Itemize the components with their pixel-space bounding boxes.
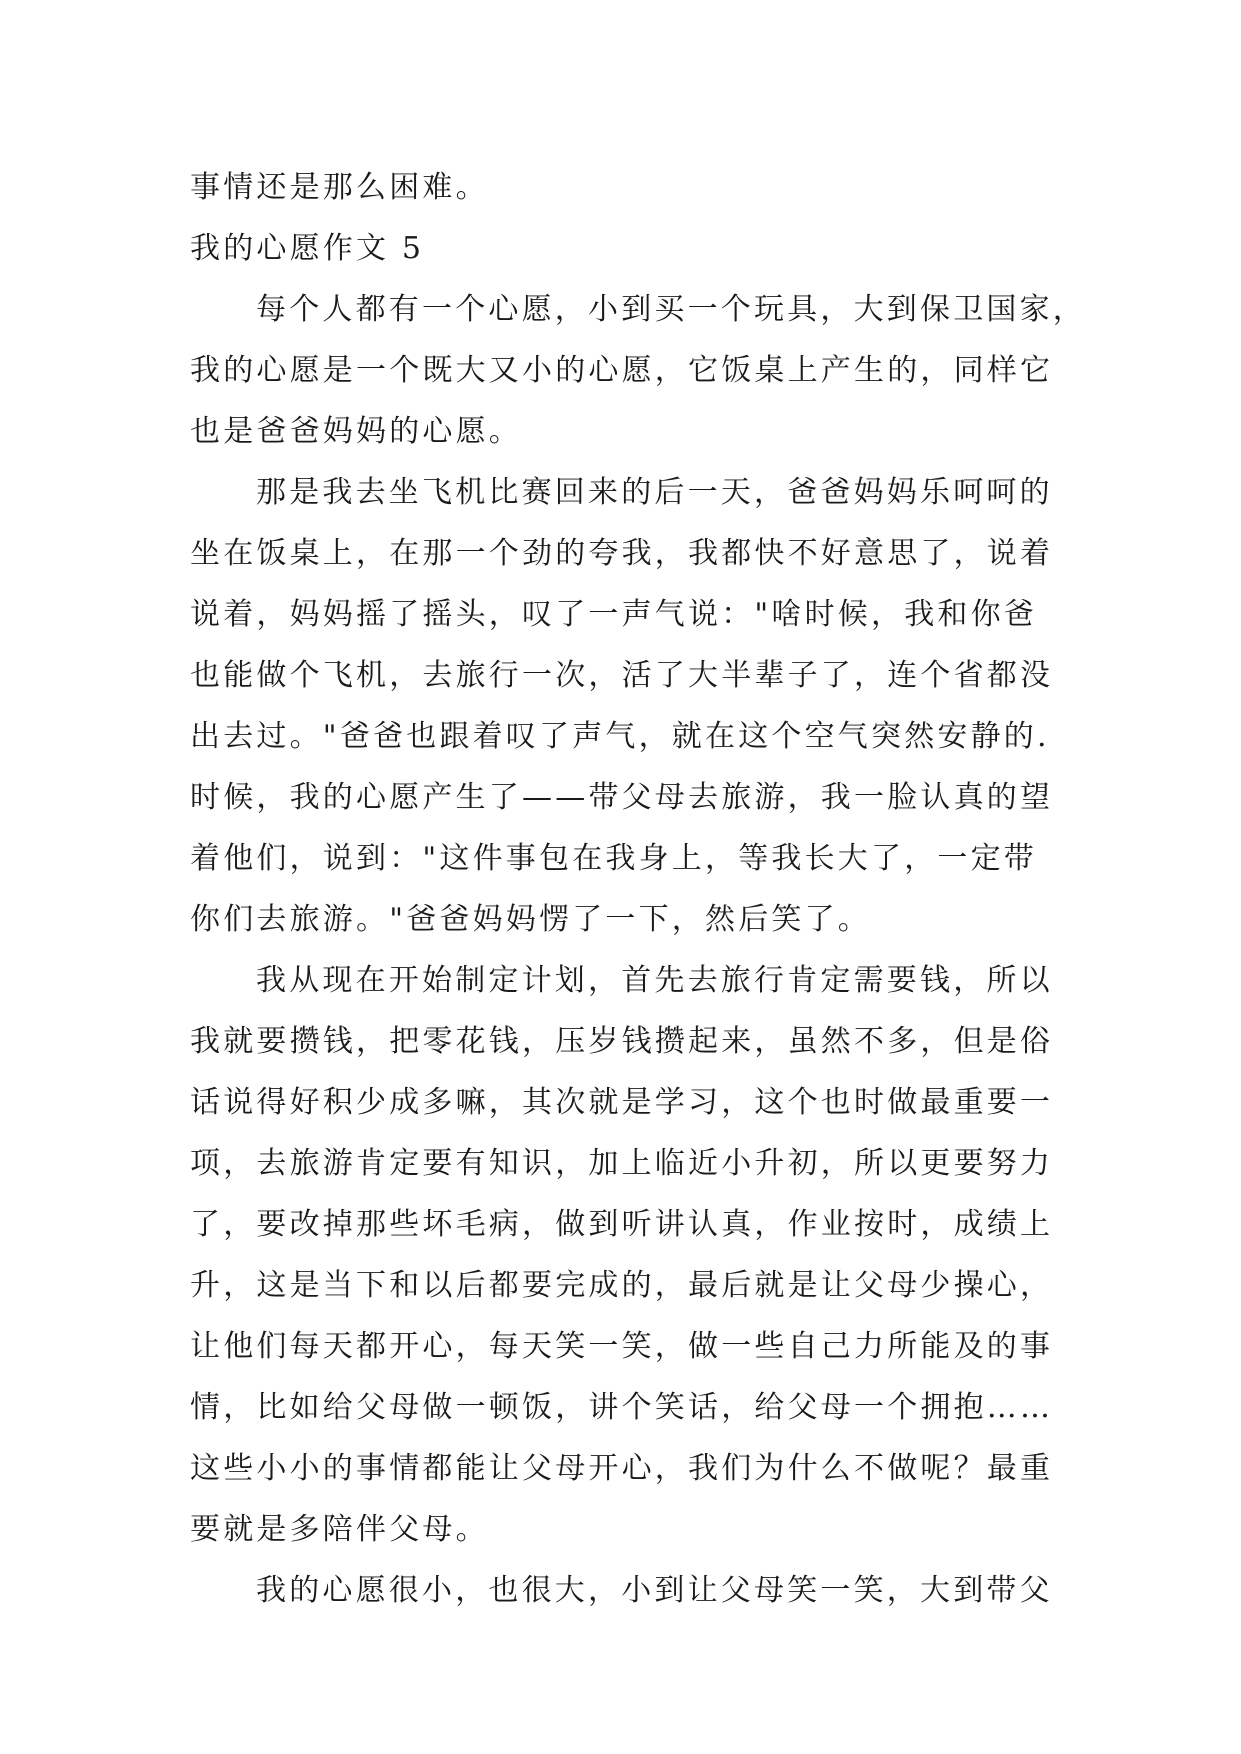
text-line: 说着，妈妈摇了摇头，叹了一声气说："啥时候，我和你爸 — [190, 597, 1037, 632]
text-line: 也能做个飞机，去旅行一次，活了大半辈子了，连个省都没 — [190, 658, 1054, 693]
paragraph-first-line: 那是我去坐飞机比赛回来的后一天，爸爸妈妈乐呵呵的 — [256, 475, 1053, 510]
text-line: 项，去旅游肯定要有知识，加上临近小升初，所以更要努力 — [190, 1146, 1054, 1181]
text-line: 我的心愿是一个既大又小的心愿，它饭桌上产生的，同样它 — [190, 353, 1054, 388]
text-line: 事情还是那么困难。 — [190, 170, 489, 205]
text-line: 了，要改掉那些坏毛病，做到听讲认真，作业按时，成绩上 — [190, 1207, 1054, 1242]
text-line: 升，这是当下和以后都要完成的，最后就是让父母少操心， — [190, 1268, 1054, 1303]
text-line: 坐在饭桌上，在那一个劲的夸我，我都快不好意思了，说着 — [190, 536, 1054, 571]
text-line: 时候，我的心愿产生了——带父母去旅游，我一脸认真的望 — [190, 780, 1054, 815]
text-line: 这些小小的事情都能让父母开心，我们为什么不做呢？最重 — [190, 1451, 1054, 1486]
essay-text — [190, 157, 1086, 1621]
text-line: 也是爸爸妈妈的心愿。 — [190, 414, 522, 449]
paragraph-first-line: 每个人都有一个心愿，小到买一个玩具，大到保卫国家， — [256, 292, 1086, 327]
text-line: 出去过。"爸爸也跟着叹了声气，就在这个空气突然安静的. — [190, 719, 1050, 754]
text-line: 让他们每天都开心，每天笑一笑，做一些自己力所能及的事 — [190, 1329, 1054, 1364]
text-line: 着他们，说到："这件事包在我身上，等我长大了，一定带 — [190, 841, 1037, 876]
paragraph-first-line: 我从现在开始制定计划，首先去旅行肯定需要钱，所以 — [256, 963, 1053, 998]
text-line: 话说得好积少成多嘛，其次就是学习，这个也时做最重要一 — [190, 1085, 1054, 1120]
paragraph-first-line: 我的心愿很小，也很大，小到让父母笑一笑，大到带父 — [256, 1573, 1053, 1608]
text-line: 你们去旅游。"爸爸妈妈愣了一下，然后笑了。 — [190, 902, 871, 937]
text-line: 情，比如给父母做一顿饭，讲个笑话，给父母一个拥抱…… — [190, 1390, 1054, 1425]
text-line: 要就是多陪伴父母。 — [190, 1512, 489, 1547]
text-line: 我就要攒钱，把零花钱，压岁钱攒起来，虽然不多，但是俗 — [190, 1024, 1054, 1059]
section-heading: 我的心愿作文 5 — [190, 231, 425, 266]
